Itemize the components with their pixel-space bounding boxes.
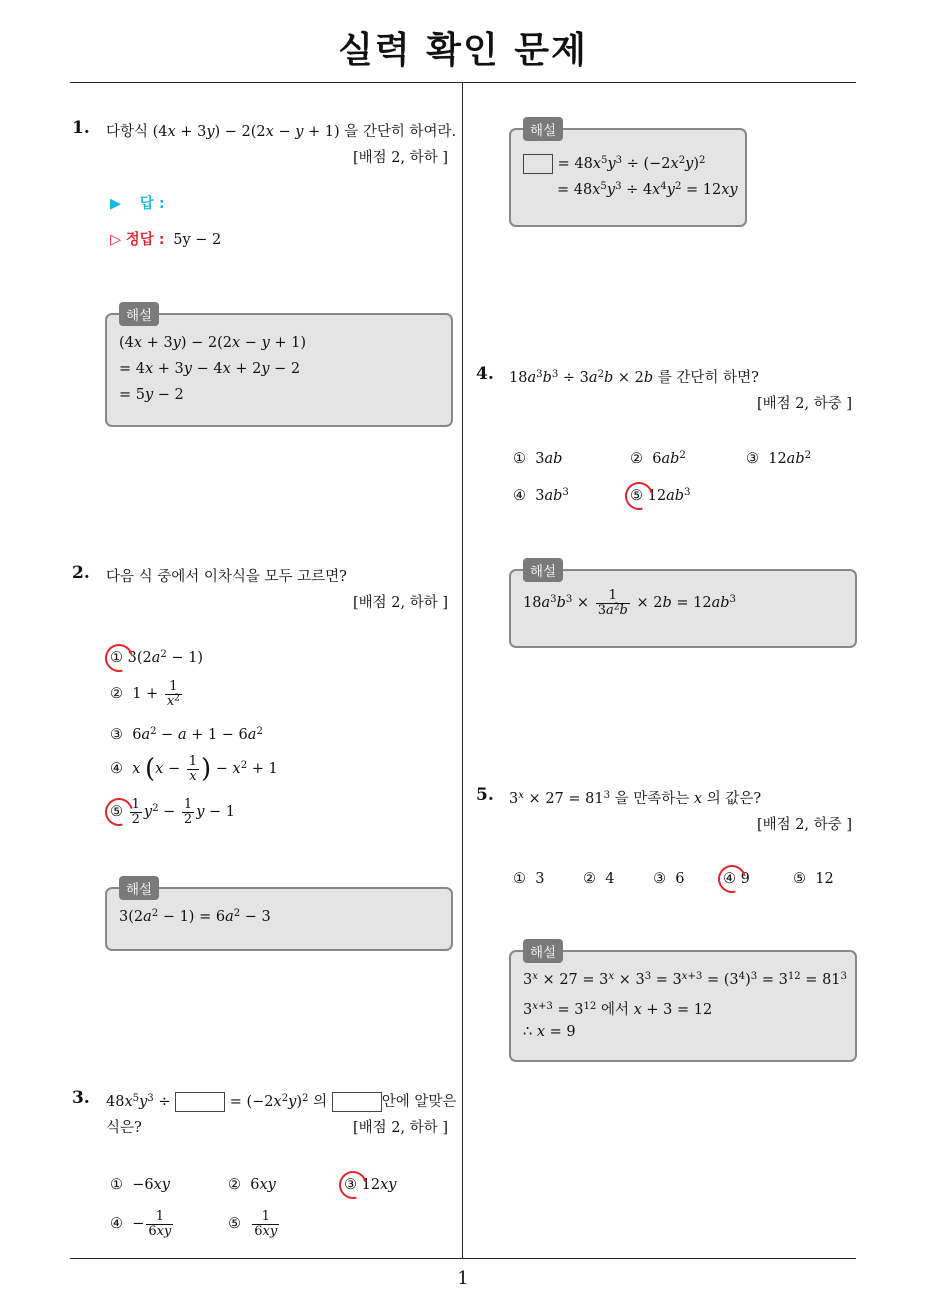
q3-blank-2 [332, 1092, 382, 1112]
q5-expl-line3: ∴ x = 9 [523, 1024, 576, 1040]
q4-choice-1[interactable]: ① 3ab [513, 451, 563, 467]
q2-explanation-box [105, 882, 453, 951]
q3-expl-line2: = $48x^5y^3 \div 4x^4y^2 = 12xy$ [557, 180, 738, 198]
q4-number: 4. [476, 364, 494, 384]
top-rule [70, 82, 856, 83]
q1-correct-row [110, 228, 221, 249]
q4-choice-2[interactable]: ② $6ab^2$ [630, 449, 686, 467]
play-icon: ▶ [110, 196, 122, 212]
explanation-tag: 해설 [523, 939, 563, 963]
q1-expl-line1: (4x + 3y) − 2(2x − y + 1) [119, 335, 307, 351]
q2-mark-1: ① [110, 650, 123, 666]
q5-choice-4[interactable]: ④ 9 [723, 871, 750, 887]
q4-prompt: $18a^3b^3 \div 3a^2b \times 2b$ 를 간단히 하면? [509, 368, 759, 386]
q5-mark-1: ① [513, 871, 526, 887]
q3-prompt-line2: 식은? [106, 1120, 142, 1136]
q3-explanation-box [509, 123, 747, 227]
q4-mark-1: ① [513, 451, 526, 467]
q2-mark-3: ③ [110, 727, 123, 743]
q3-choice-3[interactable]: ③ 12xy [344, 1177, 397, 1193]
column-divider [462, 82, 463, 1258]
q3-mark-4: ④ [110, 1216, 123, 1233]
q3-mark-1: ① [110, 1177, 123, 1193]
q4-choice-4[interactable]: ④ $3ab^3$ [513, 486, 569, 504]
q2-number: 2. [72, 563, 90, 583]
q5-mark-3: ③ [653, 871, 666, 887]
q3-meta: [배점 2, 하하 ] [352, 1120, 448, 1136]
q2-choice-1[interactable]: ① $3(2a^2 - 1)$ [110, 648, 204, 666]
q1-expl-line2: = 4x + 3y − 4x + 2y − 2 [119, 361, 301, 377]
q4-mark-3: ③ [746, 451, 759, 467]
q3-prompt: $48x^5y^3$ ÷ = $(-2x^2y)^2$ 의 안에 알맞은 [106, 1092, 457, 1110]
q4-explanation-box [509, 564, 857, 648]
q3-choice-1[interactable]: ① −6xy [110, 1177, 170, 1193]
q3-choice-2[interactable]: ② 6xy [228, 1177, 276, 1193]
q5-expl-line2: $3^{x+3} = 3^{12}$ 에서 x + 3 = 12 [523, 1000, 713, 1018]
q2-meta: [배점 2, 하하 ] [352, 595, 448, 611]
explanation-tag: 해설 [523, 558, 563, 582]
q5-mark-2: ② [583, 871, 596, 887]
q4-choice-5[interactable]: ⑤ $12ab^3$ [630, 486, 691, 504]
answer-label: 답 : [139, 196, 165, 212]
q2-choice-4[interactable]: ④ x (x − $\frac{1}{x}$ ) − $x^2 + 1$ [110, 754, 278, 785]
page-number: 1 [457, 1268, 469, 1289]
q1-expl-line3: = 5y − 2 [119, 387, 184, 403]
q5-prompt: $3^x \times 27 = 81^3$ 을 만족하는 x 의 값은? [509, 789, 762, 807]
q3-mark-5: ⑤ [228, 1216, 241, 1233]
explanation-tag: 해설 [523, 117, 563, 141]
q4-mark-5: ⑤ [630, 488, 643, 504]
q4-expl-line1: $18a^3b^3$ × $\frac{1}{3a^2b}$ × $2b = 12ab^3$ [523, 588, 736, 618]
q3-mark-3: ③ [344, 1177, 357, 1193]
explanation-tag: 해설 [119, 876, 159, 900]
q3-blank-1 [175, 1092, 225, 1112]
q2-expl-line1: $3(2a^2 - 1) = 6a^2 - 3$ [119, 907, 271, 925]
q2-choice-5[interactable]: ⑤ $\frac{1}{2}$ $y^2$ − $\frac{1}{2}$ y − 1 [110, 797, 235, 827]
q5-expl-line1: $3^x \times 27 = 3^x \times 3^3 = 3^{x+3} = (3^4)^3 = 3^{12} = 81^3$ [523, 970, 847, 988]
q4-mark-2: ② [630, 451, 643, 467]
correct-label: 정답 : [125, 232, 165, 248]
q3-number: 3. [72, 1088, 90, 1108]
q5-mark-5: ⑤ [793, 871, 806, 887]
q4-meta: [배점 2, 하중 ] [756, 396, 852, 412]
q2-choice-2[interactable]: ② 1 + $\frac{1}{x^2}$ [110, 679, 180, 709]
q3-mark-2: ② [228, 1177, 241, 1193]
q2-prompt: 다음 식 중에서 이차식을 모두 고르면? [106, 569, 347, 585]
q5-mark-4: ④ [723, 871, 736, 887]
q1-answer-row[interactable] [110, 192, 165, 213]
q5-choice-2[interactable]: ② 4 [583, 871, 615, 887]
q3-choice-4[interactable]: ④ − $\frac{1}{6xy}$ [110, 1209, 172, 1239]
q2-mark-5: ⑤ [110, 804, 123, 821]
q1-number: 1. [72, 118, 90, 138]
q1-explanation-box [105, 308, 453, 427]
q5-choice-1[interactable]: ① 3 [513, 871, 545, 887]
q4-choice-3[interactable]: ③ $12ab^2$ [746, 449, 812, 467]
q5-explanation-box [509, 945, 857, 1062]
q2-mark-4: ④ [110, 761, 123, 778]
q5-choice-5[interactable]: ⑤ 12 [793, 871, 834, 887]
q1-correct-value: 5y − 2 [173, 232, 222, 248]
q1-meta: [배점 2, 하하 ] [352, 150, 448, 166]
q1-prompt: 다항식 (4x + 3y) − 2(2x − y + 1) 을 간단히 하여라. [106, 124, 457, 140]
q5-choice-3[interactable]: ③ 6 [653, 871, 685, 887]
q2-mark-2: ② [110, 686, 123, 703]
q3-choice-5[interactable]: ⑤ $\frac{1}{6xy}$ [228, 1209, 278, 1239]
q2-choice-3[interactable]: ③ $6a^2 - a + 1 - 6a^2$ [110, 725, 263, 743]
q4-mark-4: ④ [513, 488, 526, 504]
q5-meta: [배점 2, 하중 ] [756, 817, 852, 833]
page-title: 실력 확인 문제 [338, 30, 588, 71]
explanation-tag: 해설 [119, 302, 159, 326]
q5-number: 5. [476, 785, 494, 805]
triangle-outline-icon: ▷ [110, 232, 122, 248]
q3-expl-line1: = $48x^5y^3 \div (-2x^2y)^2$ [523, 154, 706, 174]
bottom-rule [70, 1258, 856, 1259]
